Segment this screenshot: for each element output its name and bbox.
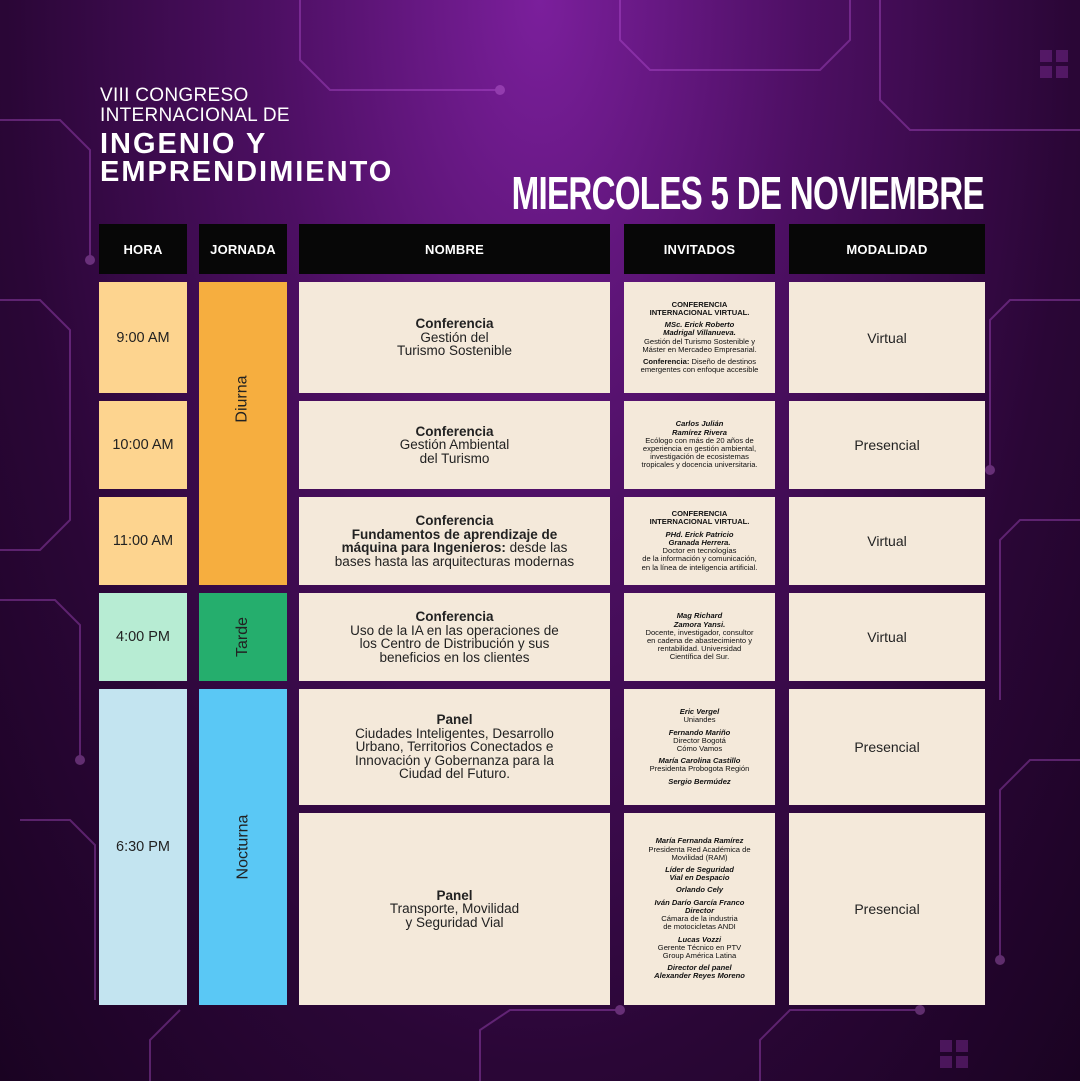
column-header-hora: HORA: [99, 224, 187, 274]
session-type: Conferencia: [415, 316, 494, 332]
session-type: Conferencia: [415, 423, 494, 439]
session-title-line: Urbano, Territorios Conectados e: [355, 739, 554, 755]
guest-name: PHd. Erick Patricio: [665, 529, 734, 539]
guest-name: Eric Vergel: [679, 707, 720, 717]
session-name: [299, 593, 610, 681]
guest-text: Presidenta Red Académica de: [648, 844, 751, 854]
guest-text: Uniandes: [683, 715, 716, 725]
modality-cell: Virtual: [789, 497, 985, 585]
column-header-modalidad: MODALIDAD: [789, 224, 985, 274]
guest-text: investigación de ecosistemas: [650, 452, 749, 462]
jornada-label: Nocturna: [233, 814, 251, 880]
title-line-2: INTERNACIONAL DE: [100, 105, 290, 126]
guest-text: Gerente Técnico en PTV: [657, 942, 742, 952]
guest-text: Director Bogotá: [673, 735, 726, 745]
guest-name: Alexander Reyes Moreno: [654, 971, 745, 981]
jornada-label: Tarde: [234, 616, 251, 658]
guests-cell: [624, 401, 775, 489]
column-header-nombre: NOMBRE: [299, 224, 610, 274]
guests-cell: [624, 497, 775, 585]
session-title-line: beneficios en los clientes: [379, 649, 530, 665]
title-line-3: INGENIO Y: [100, 128, 268, 160]
session-title-rest: desde las: [505, 540, 568, 555]
guest-name: Lucas Vozzi: [677, 934, 722, 944]
guest-text: CONFERENCIA: [671, 299, 728, 309]
guest-name: Vial en Despacio: [669, 873, 730, 883]
session-name: [299, 689, 610, 805]
guests-cell: [624, 813, 775, 1005]
session-name: [299, 401, 610, 489]
guest-text: Científica del Sur.: [669, 652, 730, 662]
session-title-line: del Turismo: [419, 450, 490, 466]
session-title-line: y Seguridad Vial: [405, 914, 504, 930]
guest-text: Gestión del Turismo Sostenible y: [643, 336, 755, 346]
guest-name: Líder de Seguridad: [665, 865, 734, 875]
guest-text: INTERNACIONAL VIRTUAL.: [649, 307, 750, 317]
session-type: Conferencia: [415, 513, 494, 528]
title-line-4: EMPRENDIMIENTO: [100, 156, 394, 188]
session-title-line: Ciudades Inteligentes, Desarrollo: [355, 725, 554, 741]
modality-cell: Presencial: [789, 401, 985, 489]
guest-name: Madrigal Villanueva.: [663, 328, 736, 338]
jornada-tarde: [199, 593, 287, 681]
session-title-bold: máquina para Ingenieros:: [341, 540, 506, 555]
guest-text: en la línea de inteligencia artificial.: [641, 562, 758, 572]
guest-text: Conferencia:: [642, 356, 690, 366]
session-type: Panel: [436, 712, 473, 728]
guest-text: en cadena de abastecimiento y: [646, 636, 753, 645]
guest-text: rentabilidad. Universidad: [657, 644, 742, 654]
guest-name: MSc. Erick Roberto: [664, 320, 735, 330]
guest-text: Máster en Mercadeo Empresarial.: [642, 344, 757, 354]
modality-cell: Virtual: [789, 593, 985, 681]
guest-name: Granada Herrera.: [668, 537, 731, 547]
session-title-line: Fundamentos de aprendizaje de: [351, 526, 558, 542]
guest-text: INTERNACIONAL VIRTUAL.: [649, 517, 750, 527]
guests-cell: [624, 689, 775, 805]
session-title-line: Turismo Sostenible: [396, 343, 513, 359]
column-header-invitados: INVITADOS: [624, 224, 775, 274]
guest-name: Ramírez Rivera: [672, 427, 727, 437]
session-title-line: los Centro de Distribución y sus: [359, 636, 550, 651]
guest-text: CONFERENCIA: [671, 509, 728, 519]
guest-text: emergentes con enfoque accesible: [640, 365, 759, 375]
hora-cell: 11:00 AM: [99, 497, 187, 585]
jornada-nocturna: [199, 689, 287, 1005]
session-title-line: Ciudad del Futuro.: [398, 766, 511, 782]
jornada-diurna: [199, 282, 287, 585]
guest-text: Cámara de la industria: [661, 914, 738, 924]
session-name: [299, 282, 610, 393]
session-type: Conferencia: [415, 609, 494, 624]
guest-text: Movilidad (RAM): [671, 852, 728, 862]
guest-text: Doctor en tecnologías: [662, 546, 737, 556]
title-line-1: VIII CONGRESO: [100, 85, 249, 106]
guest-name: Zamora Yansi.: [673, 619, 726, 629]
session-title-line: Transporte, Movilidad: [389, 901, 520, 917]
session-title-line: bases hasta las arquitecturas modernas: [334, 553, 575, 569]
guest-text: Docente, investigador, consultor: [645, 627, 754, 637]
guest-name: Director del panel: [667, 963, 732, 973]
session-name: [299, 813, 610, 1005]
session-title-line: Gestión Ambiental: [399, 437, 510, 453]
guest-text: experiencia en gestión ambiental,: [642, 444, 757, 453]
session-title-line: Gestión del: [420, 329, 489, 345]
guest-name: Iván Darío García Franco: [654, 897, 745, 907]
guest-text: Ecólogo con más de 20 años de: [645, 435, 754, 445]
guest-text: de motocicletas ANDI: [663, 922, 736, 932]
session-type: Panel: [436, 887, 473, 903]
guest-name: Director: [684, 905, 715, 915]
guest-name: María Fernanda Ramírez: [655, 836, 744, 846]
column-header-jornada: JORNADA: [199, 224, 287, 274]
session-title-line: [342, 541, 568, 555]
guest-text: Presidenta Probogota Región: [649, 764, 750, 774]
guest-text: Diseño de destinos: [689, 356, 757, 366]
guest-name: Carlos Julián: [675, 419, 724, 429]
modality-cell: Presencial: [789, 689, 985, 805]
modality-cell: Presencial: [789, 813, 985, 1005]
guest-name: Fernando Mariño: [668, 727, 731, 737]
guest-text: tropicales y docencia universitaria.: [641, 460, 758, 470]
guest-name: Sergio Bermúdez: [668, 776, 731, 786]
modality-cell: Virtual: [789, 282, 985, 393]
session-title-line: Innovación y Gobernanza para la: [355, 752, 554, 768]
guest-name: Orlando Cely: [675, 885, 724, 895]
guest-name: Mag Richard: [676, 611, 723, 621]
hora-cell: 6:30 PM: [99, 689, 187, 1005]
guest-text: Group América Latina: [662, 950, 737, 960]
jornada-label: Diurna: [233, 375, 251, 423]
guests-cell: [624, 593, 775, 681]
hora-cell: 9:00 AM: [99, 282, 187, 393]
date-heading: MIERCOLES 5 DE NOVIEMBRE: [511, 167, 984, 219]
guest-name: María Carolina Castillo: [658, 756, 741, 766]
session-name: [299, 497, 610, 585]
hora-cell: 10:00 AM: [99, 401, 187, 489]
hora-cell: 4:00 PM: [99, 593, 187, 681]
session-title-line: Uso de la IA en las operaciones de: [350, 622, 559, 638]
guest-text: de la información y comunicación,: [642, 554, 757, 564]
event-title: [100, 86, 393, 186]
guest-text: Cómo Vamos: [676, 744, 723, 753]
guests-cell: [624, 282, 775, 393]
